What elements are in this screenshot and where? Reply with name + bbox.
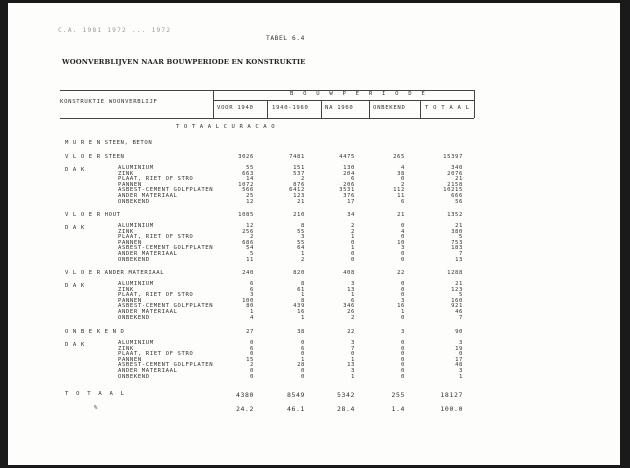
- roof-type-label: PANNEN: [118, 181, 142, 188]
- table-cell: 1: [250, 309, 254, 315]
- dak-label: D A K: [65, 225, 85, 231]
- table-cell: 408: [343, 270, 355, 276]
- table-cell: 0: [351, 239, 355, 246]
- table-cell: 55: [246, 165, 254, 171]
- table-cell: 7481: [289, 154, 305, 160]
- vloer-group-label: V L O E R HOUT: [65, 212, 121, 218]
- table-cell: 380: [451, 228, 463, 235]
- table-cell: 566: [242, 187, 254, 194]
- roof-type-label: ALUMINIUM: [118, 165, 154, 171]
- totaal-label: T O T A A L: [65, 391, 127, 397]
- table-cell: 3: [351, 281, 355, 287]
- table-cell: 0: [351, 251, 355, 257]
- head-divider: [213, 90, 214, 118]
- table-cell: 11: [246, 256, 254, 263]
- table-cell: 6: [250, 345, 254, 352]
- table-cell: 123: [451, 286, 463, 293]
- table-cell: 1352: [447, 212, 463, 218]
- table-cell: 1085: [238, 212, 254, 218]
- table-cell: 204: [343, 170, 355, 177]
- table-cell: 3: [351, 368, 355, 374]
- table-cell: 1: [401, 309, 405, 315]
- table-cell: 38: [397, 170, 405, 177]
- table-cell: 22: [347, 329, 355, 335]
- table-cell: 4: [401, 165, 405, 171]
- document-page: [8, 3, 620, 465]
- table-cell: 55: [297, 228, 305, 235]
- vloer-group-label: V L O E R STEEN: [65, 154, 125, 160]
- roof-type-label: PLAAT, RIET OF STRO: [118, 292, 194, 299]
- table-cell: 2076: [447, 170, 463, 177]
- roof-type-label: ZINK: [118, 170, 134, 177]
- table-cell: 0: [401, 345, 405, 352]
- table-cell: 7: [459, 251, 463, 257]
- table-cell: 666: [451, 193, 463, 199]
- table-cell: 663: [242, 170, 254, 177]
- table-cell: 4475: [339, 154, 355, 160]
- table-cell: 0: [401, 176, 405, 183]
- roof-type-label: ASBEST-CEMENT GOLFPLATEN: [118, 187, 214, 194]
- roof-type-label: PLAAT, RIET OF STRO: [118, 351, 194, 358]
- table-cell: 38: [297, 329, 305, 335]
- table-cell: 1: [351, 373, 355, 380]
- table-cell: 6: [301, 345, 305, 352]
- table-cell: 2: [351, 228, 355, 235]
- table-cell: 55: [297, 239, 305, 246]
- table-cell: 3: [459, 340, 463, 346]
- table-cell: 6412: [289, 187, 305, 194]
- roof-type-label: ALUMINIUM: [118, 223, 154, 229]
- table-cell: 1: [301, 251, 305, 257]
- table-cell: 1: [301, 356, 305, 363]
- vloer-group-label: V L O E R ANDER MATERIAAL: [65, 270, 165, 276]
- table-cell: 3: [351, 340, 355, 346]
- table-cell: 61: [297, 286, 305, 293]
- table-cell: 3: [459, 368, 463, 374]
- table-cell: 21: [455, 223, 463, 229]
- table-cell: 2: [351, 223, 355, 229]
- table-cell: 686: [242, 239, 254, 246]
- table-cell: 6: [401, 198, 405, 205]
- table-cell: 0: [401, 292, 405, 299]
- konstruktie-header: KONSTRUKTIE WOONVERBLIJF: [60, 99, 158, 105]
- table-cell: 0: [250, 340, 254, 346]
- table-cell: 14: [246, 176, 254, 183]
- table-cell: 100: [242, 297, 254, 304]
- table-cell: 0: [401, 373, 405, 380]
- table-cell: 537: [293, 170, 305, 177]
- table-cell: 10: [397, 239, 405, 246]
- roof-type-label: ZINK: [118, 228, 134, 235]
- column-header: VOOR 1940: [217, 105, 254, 111]
- head-divider: [321, 100, 322, 118]
- head-divider: [369, 100, 370, 118]
- roof-type-label: ANDER MATERIAAL: [118, 309, 178, 315]
- table-cell: 5: [250, 251, 254, 257]
- column-header: NA 1960: [325, 105, 354, 111]
- table-cell: 19: [455, 345, 463, 352]
- table-cell: 130: [343, 165, 355, 171]
- table-cell: 0: [301, 373, 305, 380]
- table-cell: 3531: [339, 187, 355, 194]
- table-cell: 0: [401, 286, 405, 293]
- table-cell: 376: [343, 193, 355, 199]
- roof-type-label: ONBEKEND: [118, 198, 150, 205]
- section-title: M U R E N STEEN, BETON: [65, 140, 153, 146]
- table-cell: 0: [250, 351, 254, 358]
- table-cell: 54: [246, 245, 254, 252]
- table-cell: 0: [301, 368, 305, 374]
- table-cell: 3: [301, 234, 305, 241]
- roof-type-label: ASBEST-CEMENT GOLFPLATEN: [118, 362, 214, 369]
- table-title: WOONVERBLIJVEN NAAR BOUWPERIODE EN KONSTRUKTIE: [62, 58, 306, 66]
- table-cell: 3: [401, 245, 405, 252]
- table-cell: 6: [351, 176, 355, 183]
- roof-type-label: ONBEKEND: [118, 256, 150, 263]
- table-cell: 0: [351, 256, 355, 263]
- table-cell: 27: [246, 329, 254, 335]
- head-divider: [474, 90, 475, 118]
- table-cell: 4: [401, 228, 405, 235]
- table-cell: 1: [301, 314, 305, 321]
- column-header: 1940-1960: [272, 105, 309, 111]
- roof-type-label: ANDER MATERIAAL: [118, 251, 178, 257]
- table-cell: 7: [351, 345, 355, 352]
- table-cell: 16: [297, 309, 305, 315]
- table-cell: 10215: [443, 187, 463, 194]
- table-cell: 1: [351, 234, 355, 241]
- table-cell: 46.1: [286, 405, 305, 413]
- head-divider: [267, 100, 268, 118]
- table-cell: 3: [401, 297, 405, 304]
- table-cell: 3: [250, 292, 254, 299]
- table-cell: 5: [459, 292, 463, 299]
- table-cell: 183: [451, 245, 463, 252]
- table-cell: 90: [455, 329, 463, 335]
- table-cell: 0: [401, 340, 405, 346]
- table-cell: 0: [401, 234, 405, 241]
- table-cell: 28: [297, 362, 305, 369]
- column-header: ONBEKEND: [373, 105, 406, 111]
- table-cell: 5342: [336, 391, 355, 399]
- roof-type-label: PANNEN: [118, 239, 142, 246]
- table-cell: 1: [459, 373, 463, 380]
- table-cell: 0: [401, 256, 405, 263]
- table-cell: 26: [347, 309, 355, 315]
- table-cell: 2: [401, 181, 405, 188]
- table-cell: 2158: [447, 181, 463, 188]
- vloer-group-label: O N B E K E N D: [65, 329, 125, 335]
- table-cell: 1: [301, 292, 305, 299]
- table-cell: 112: [393, 187, 405, 194]
- table-cell: 0: [401, 362, 405, 369]
- table-cell: 2: [301, 176, 305, 183]
- table-cell: 21: [297, 198, 305, 205]
- table-cell: 22: [397, 270, 405, 276]
- percent-label: %: [94, 405, 98, 411]
- table-cell: 25: [246, 193, 254, 199]
- table-cell: 206: [343, 181, 355, 188]
- table-cell: 256: [242, 228, 254, 235]
- table-cell: 28.4: [336, 405, 355, 413]
- table-cell: 1: [351, 356, 355, 363]
- table-cell: 21: [455, 281, 463, 287]
- table-cell: 13: [455, 256, 463, 263]
- table-cell: 100.0: [440, 405, 463, 413]
- table-cell: 56: [455, 198, 463, 205]
- table-cell: 2: [250, 234, 254, 241]
- table-cell: 123: [293, 193, 305, 199]
- roof-type-label: ANDER MATERIAAL: [118, 368, 178, 374]
- table-cell: 46: [455, 309, 463, 315]
- table-cell: 0: [401, 281, 405, 287]
- table-cell: 255: [391, 391, 405, 399]
- roof-type-label: PANNEN: [118, 297, 142, 304]
- table-cell: 21: [455, 176, 463, 183]
- table-cell: 1: [351, 292, 355, 299]
- table-cell: 8: [301, 223, 305, 229]
- roof-type-label: ANDER MATERIAAL: [118, 193, 178, 199]
- table-cell: 7: [459, 314, 463, 321]
- table-cell: 16: [397, 303, 405, 310]
- table-cell: 0: [401, 368, 405, 374]
- table-cell: 753: [451, 239, 463, 246]
- table-cell: 64: [297, 245, 305, 252]
- table-cell: 15: [246, 356, 254, 363]
- head-divider: [420, 100, 421, 118]
- table-cell: 6: [351, 297, 355, 304]
- table-cell: 0: [301, 351, 305, 358]
- tabel-number: TABEL 6.4: [266, 35, 305, 42]
- table-cell: 8549: [286, 391, 305, 399]
- table-cell: 2: [301, 256, 305, 263]
- table-cell: 265: [393, 154, 405, 160]
- table-cell: 1288: [447, 270, 463, 276]
- table-cell: 876: [293, 181, 305, 188]
- table-cell: 21: [397, 212, 405, 218]
- table-cell: 24.2: [235, 405, 254, 413]
- table-cell: 0: [401, 251, 405, 257]
- table-cell: 12: [246, 223, 254, 229]
- table-cell: 13: [347, 286, 355, 293]
- table-cell: 17: [347, 198, 355, 205]
- column-header: T O T A A L: [425, 105, 470, 111]
- table-cell: 210: [293, 212, 305, 218]
- table-cell: 4380: [235, 391, 254, 399]
- table-cell: 151: [293, 165, 305, 171]
- table-cell: 1: [351, 245, 355, 252]
- table-cell: 8: [301, 281, 305, 287]
- roof-type-label: PANNEN: [118, 356, 142, 363]
- table-cell: 1072: [238, 181, 254, 188]
- table-cell: 6: [250, 286, 254, 293]
- roof-type-label: ZINK: [118, 345, 134, 352]
- roof-type-label: ALUMINIUM: [118, 281, 154, 287]
- table-cell: 160: [451, 297, 463, 304]
- roof-type-label: ONBEKEND: [118, 373, 150, 380]
- table-cell: 48: [455, 362, 463, 369]
- table-cell: 0: [401, 351, 405, 358]
- roof-type-label: PLAAT, RIET OF STRO: [118, 176, 194, 183]
- bouwperiode-header: B O U W P E R I O D E: [290, 91, 428, 97]
- table-cell: 15397: [443, 154, 463, 160]
- roof-type-label: ASBEST-CEMENT GOLFPLATEN: [118, 245, 214, 252]
- roof-type-label: ZINK: [118, 286, 134, 293]
- table-cell: 11: [397, 193, 405, 199]
- table-cell: 6: [250, 281, 254, 287]
- dak-label: D A K: [65, 167, 85, 173]
- table-cell: 12: [246, 198, 254, 205]
- table-cell: 921: [451, 303, 463, 310]
- table-cell: 3026: [238, 154, 254, 160]
- roof-type-label: ONBEKEND: [118, 314, 150, 321]
- table-cell: 8: [301, 297, 305, 304]
- roof-type-label: ASBEST-CEMENT GOLFPLATEN: [118, 303, 214, 310]
- table-cell: 18127: [440, 391, 463, 399]
- table-cell: 2: [351, 314, 355, 321]
- table-cell: 0: [250, 368, 254, 374]
- table-cell: 34: [347, 212, 355, 218]
- table-cell: 3: [401, 329, 405, 335]
- head-mid-rule: [213, 100, 474, 101]
- dak-label: D A K: [65, 283, 85, 289]
- table-cell: 1.4: [391, 405, 405, 413]
- table-cell: 820: [293, 270, 305, 276]
- region-label: T O T A A L C U R A C A O: [176, 124, 276, 130]
- table-cell: 80: [246, 303, 254, 310]
- table-cell: 17: [455, 356, 463, 363]
- table-cell: 2: [250, 362, 254, 369]
- table-cell: 439: [293, 303, 305, 310]
- head-bottom-rule: [60, 118, 474, 119]
- table-cell: 0: [401, 356, 405, 363]
- dak-label: D A K: [65, 342, 85, 348]
- table-cell: 5: [459, 234, 463, 241]
- roof-type-label: ALUMINIUM: [118, 340, 154, 346]
- table-cell: 240: [242, 270, 254, 276]
- table-cell: 346: [343, 303, 355, 310]
- table-cell: 0: [401, 314, 405, 321]
- table-cell: 0: [351, 351, 355, 358]
- roof-type-label: PLAAT, RIET OF STRO: [118, 234, 194, 241]
- table-cell: 0: [401, 223, 405, 229]
- table-cell: 0: [250, 373, 254, 380]
- table-cell: 0: [459, 351, 463, 358]
- table-cell: 340: [451, 165, 463, 171]
- table-cell: 0: [301, 340, 305, 346]
- table-cell: 4: [250, 314, 254, 321]
- faded-reference-line: C.A. 1981 1972 ... 1972: [58, 27, 172, 34]
- table-cell: 13: [347, 362, 355, 369]
